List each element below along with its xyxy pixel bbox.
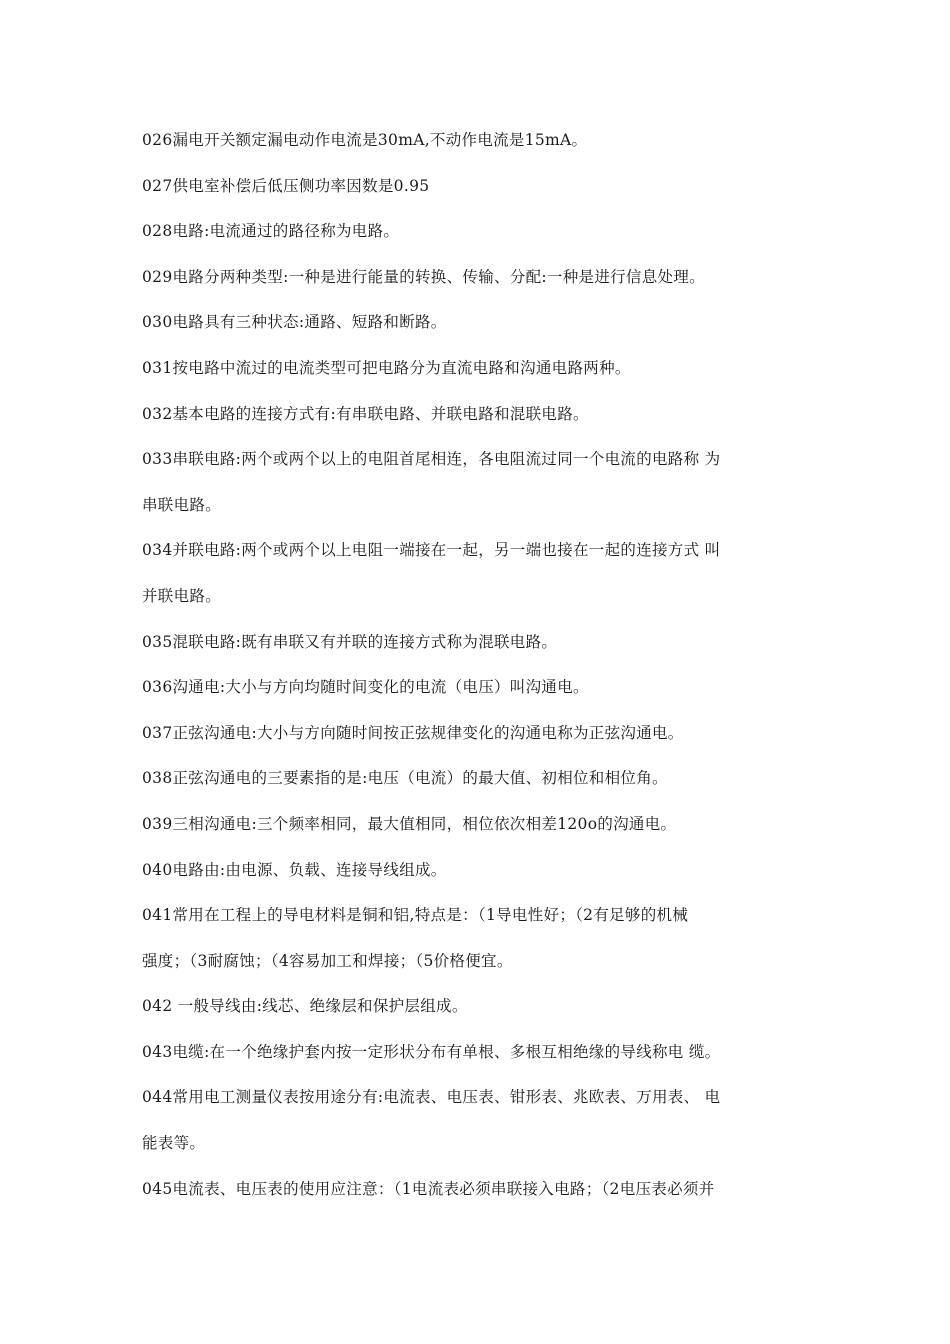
paragraph-item bbox=[142, 308, 812, 354]
paragraph-line: 037正弦沟通电:大小与方向随时间按正弦规律变化的沟通电称为正弦沟通电。 bbox=[142, 723, 684, 742]
paragraph-item bbox=[142, 856, 812, 902]
paragraph-line: 035混联电路:既有串联又有并联的连接方式称为混联电路。 bbox=[142, 632, 558, 651]
paragraph-item bbox=[142, 126, 812, 172]
paragraph-line: 能表等。 bbox=[142, 1134, 206, 1153]
paragraph-item bbox=[142, 673, 812, 719]
paragraph-item bbox=[142, 719, 812, 765]
paragraph-item bbox=[142, 901, 812, 992]
paragraph-item bbox=[142, 810, 812, 856]
paragraph-line: 045电流表、电压表的使用应注意：（1电流表必须串联接入电路；（2电压表必须并 bbox=[142, 1179, 715, 1198]
paragraph-line: 028电路:电流通过的路径称为电路。 bbox=[142, 222, 400, 241]
document-body bbox=[142, 126, 812, 1220]
paragraph-line: 043电缆:在一个绝缘护套内按一定形状分布有单根、多根互相绝缘的导线称电 缆。 bbox=[142, 1042, 721, 1061]
paragraph-line: 044常用电工测量仪表按用途分有:电流表、电压表、钳形表、兆欧表、万用表、 电 bbox=[142, 1088, 721, 1107]
paragraph-line: 026漏电开关额定漏电动作电流是30mA,不动作电流是15mA。 bbox=[142, 131, 588, 149]
paragraph-line: 036沟通电:大小与方向均随时间变化的电流（电压）叫沟通电。 bbox=[142, 678, 589, 697]
paragraph-line: 041常用在工程上的导电材料是铜和铝,特点是：（1导电性好；（2有足够的机械 bbox=[142, 906, 689, 925]
paragraph-line: 039三相沟通电:三个频率相同，最大值相同，相位依次相差120o的沟通电。 bbox=[142, 814, 677, 833]
paragraph-item bbox=[142, 263, 812, 309]
paragraph-item bbox=[142, 992, 812, 1038]
paragraph-line: 并联电路。 bbox=[142, 586, 222, 605]
paragraph-item bbox=[142, 217, 812, 263]
paragraph-item bbox=[142, 536, 812, 627]
paragraph-line: 串联电路。 bbox=[142, 495, 222, 514]
paragraph-item bbox=[142, 400, 812, 446]
paragraph-item bbox=[142, 354, 812, 400]
paragraph-line: 040电路由:由电源、负载、连接导线组成。 bbox=[142, 860, 447, 879]
paragraph-item bbox=[142, 1038, 812, 1084]
paragraph-line: 038正弦沟通电的三要素指的是:电压（电流）的最大值、初相位和相位角。 bbox=[142, 769, 668, 788]
paragraph-line: 强度；（3耐腐蚀；（4容易加工和焊接；（5价格便宜。 bbox=[142, 951, 513, 970]
paragraph-item bbox=[142, 1175, 812, 1221]
paragraph-line: 033串联电路:两个或两个以上的电阻首尾相连，各电阻流过同一个电流的电路称 为 bbox=[142, 450, 721, 469]
paragraph-line: 030电路具有三种状态:通路、短路和断路。 bbox=[142, 313, 447, 332]
paragraph-item bbox=[142, 764, 812, 810]
paragraph-line: 031按电路中流过的电流类型可把电路分为直流电路和沟通电路两种。 bbox=[142, 358, 631, 377]
paragraph-line: 027供电室补偿后低压侧功率因数是0.95 bbox=[142, 176, 430, 195]
paragraph-item bbox=[142, 445, 812, 536]
paragraph-item bbox=[142, 1083, 812, 1174]
paragraph-line: 042 一般导线由:线芯、绝缘层和保护层组成。 bbox=[142, 997, 468, 1016]
paragraph-item bbox=[142, 172, 812, 218]
paragraph-item bbox=[142, 628, 812, 674]
paragraph-line: 034并联电路:两个或两个以上电阻一端接在一起，另一端也接在一起的连接方式 叫 bbox=[142, 541, 721, 560]
paragraph-line: 029电路分两种类型:一种是进行能量的转换、传输、分配:一种是进行信息处理。 bbox=[142, 267, 705, 286]
paragraph-line: 032基本电路的连接方式有:有串联电路、并联电路和混联电路。 bbox=[142, 404, 589, 423]
